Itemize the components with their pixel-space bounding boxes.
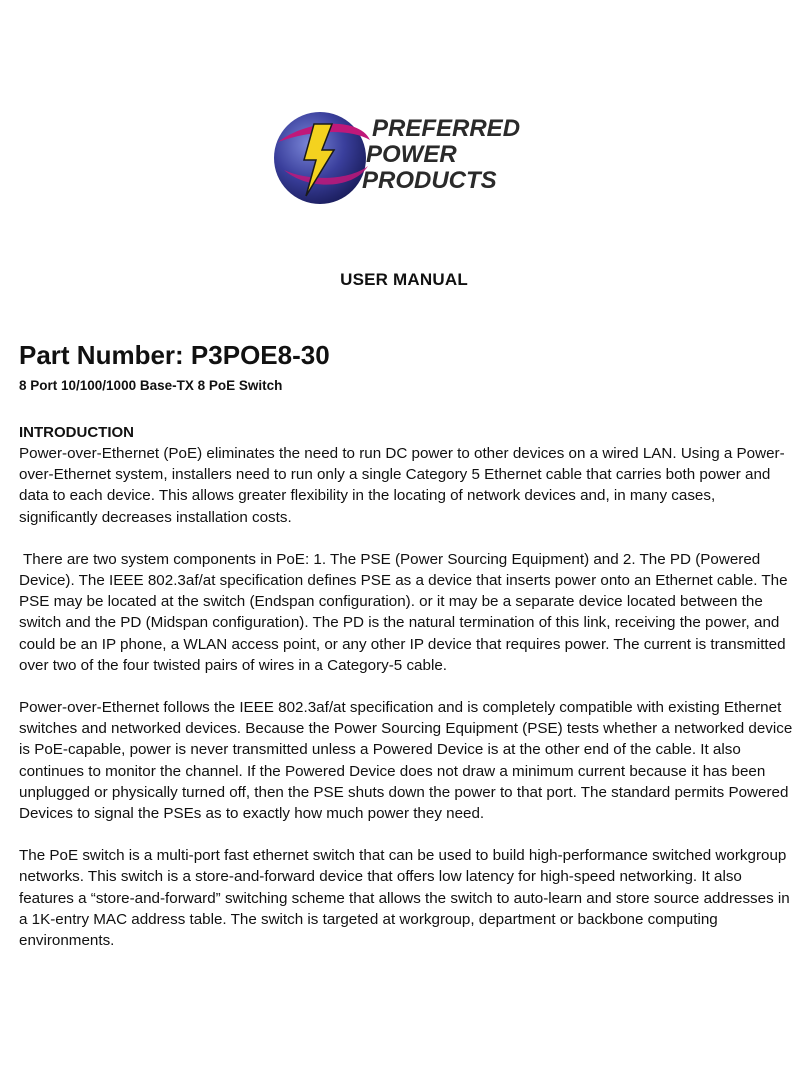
intro-paragraph-4: The PoE switch is a multi-port fast ethernet switch that can be used to build high-performance switched workgroup networks. This switch is a store-and-forward device that offers low latency for high-speed networking. It also features a “store-and-forward” switching scheme that allows the switch to auto-learn and store source addresses in a 1K-entry MAC address table. The switch is targeted at workgroup, department or backbone computing environments. (19, 847, 790, 950)
logo-text-line2: POWER (366, 141, 457, 168)
document-type: USER MANUAL (340, 270, 468, 289)
intro-paragraph-2: There are two system components in PoE: 1. The PSE (Power Sourcing Equipment) and 2. The PD (Powered Device). The IEEE 802.3af/at specification defines PSE as a device that inserts power onto an Ethernet cable. The PSE may be located at the switch (Endspan configuration). or it may be a separate device located between the switch and the PD (Midspan configuration). The PD is the natural termination of this link, receiving the power, and could be an IP phone, a WLAN access point, or any other IP device that requires power. The current is transmitted over two of the four twisted pairs of wires in a Category-5 cable. (19, 550, 788, 674)
section-title-introduction: INTRODUCTION (19, 424, 134, 441)
logo-graphic (270, 100, 540, 220)
logo-text-line1: PREFERRED (372, 115, 521, 142)
part-number-heading: Part Number: P3POE8-30 (19, 340, 330, 370)
intro-paragraph-1: Power-over-Ethernet (PoE) eliminates the need to run DC power to other devices on a wired LAN. Using a Power-over-Ethernet system, installers need to run only a single Category 5 Ethernet cable that carries both power and data to each device. This allows greater flexibility in the locating of network devices and, in many cases, significantly decreases installation costs. (19, 445, 785, 526)
logo-text-line3: PRODUCTS (362, 167, 497, 194)
product-subtitle: 8 Port 10/100/1000 Base-TX 8 PoE Switch (19, 378, 283, 393)
manual-body (19, 422, 794, 972)
company-logo (270, 100, 540, 220)
intro-paragraph-3: Power-over-Ethernet follows the IEEE 802.3af/at specification and is completely compatible with existing Ethernet switches and networked devices. Because the Power Sourcing Equipment (PSE) tests whether a networked device is PoE-capable, power is never transmitted unless a Powered Device is at the other end of the cable. It also continues to monitor the channel. If the Powered Device does not draw a minimum current because it has been unplugged or physically turned off, then the PSE shuts down the power to that port. The standard permits Powered Devices to signal the PSEs as to exactly how much power they need. (19, 699, 793, 823)
